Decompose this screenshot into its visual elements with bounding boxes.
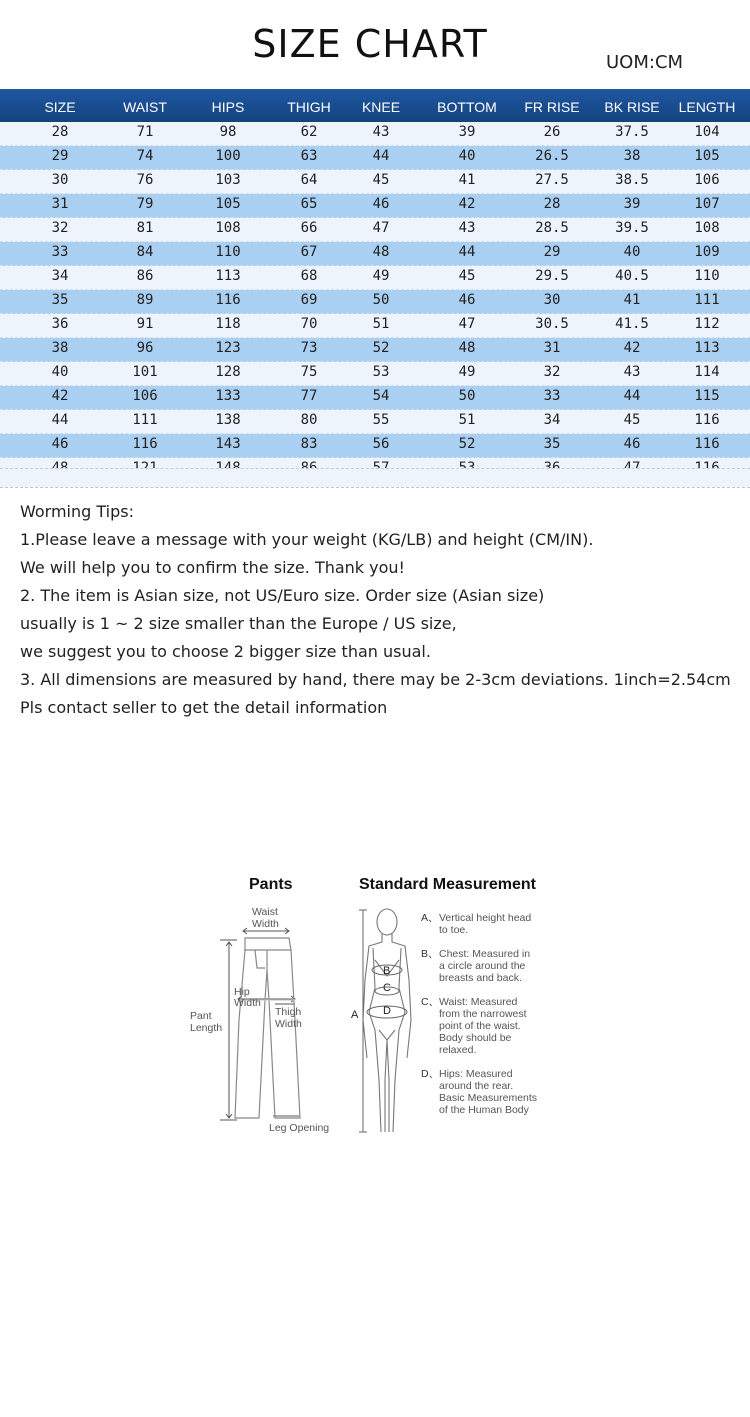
note-key: D、	[421, 1068, 440, 1080]
note-line: Hips: Measured	[439, 1068, 513, 1080]
table-cell: 48	[372, 244, 390, 260]
table-cell: 38	[623, 148, 641, 164]
table-cell: 109	[694, 244, 720, 260]
table-cell: 79	[136, 196, 154, 212]
note-line: breasts and back.	[439, 972, 522, 984]
note-key: B、	[421, 948, 439, 960]
note-line: Vertical height head	[439, 912, 532, 924]
table-cell: 89	[136, 292, 154, 308]
note-line: Basic Measurements	[439, 1092, 538, 1104]
table-cell: 73	[300, 340, 318, 356]
tip-line: We will help you to confirm the size. Thank you!	[20, 558, 405, 577]
pants-title: Pants	[249, 876, 293, 893]
table-cell: 47	[372, 220, 390, 236]
column-header: HIPS	[211, 99, 245, 115]
table-cell: 46	[623, 436, 641, 452]
table-cell: 116	[215, 292, 241, 308]
table-cell: 66	[300, 220, 318, 236]
table-cell: 44	[51, 412, 69, 428]
table-cell: 52	[372, 340, 390, 356]
table-cell: 133	[215, 388, 241, 404]
table-cell: 81	[136, 220, 154, 236]
table-cell: 30	[51, 172, 69, 188]
table-cell: 91	[136, 316, 154, 332]
table-cell: 55	[372, 412, 390, 428]
tips-section	[20, 498, 740, 722]
table-cell: 42	[458, 196, 476, 212]
unit-of-measure: UOM:CM	[606, 52, 684, 73]
table-cell: 32	[543, 364, 561, 380]
table-row	[0, 170, 750, 194]
table-cell: 69	[300, 292, 318, 308]
table-row	[0, 362, 750, 386]
table-cell: 113	[215, 268, 241, 284]
table-cell: 138	[215, 412, 241, 428]
thigh-label: Thigh	[275, 1006, 302, 1018]
tip-line: 2. The item is Asian size, not US/Euro size. Order size (Asian size)	[20, 586, 545, 605]
table-cell: 35	[51, 292, 69, 308]
column-header: KNEE	[361, 99, 401, 115]
note-key: C、	[421, 996, 440, 1008]
table-cell: 45	[458, 268, 476, 284]
table-cell: 36	[51, 316, 69, 332]
measurement-note	[421, 1068, 538, 1116]
table-cell: 114	[694, 364, 720, 380]
table-cell: 41	[458, 172, 476, 188]
table-cell: 111	[132, 412, 158, 428]
table-cell: 31	[543, 340, 561, 356]
note-key: A、	[421, 912, 439, 924]
table-cell: 143	[215, 436, 241, 452]
table-cell: 40.5	[615, 268, 649, 284]
table-cell: 45	[372, 172, 390, 188]
table-cell: 106	[694, 172, 720, 188]
thigh-label-2: Width	[275, 1018, 302, 1030]
table-cell: 38.5	[615, 172, 649, 188]
table-cell: 107	[694, 196, 720, 212]
note-line: of the Human Body	[439, 1104, 529, 1116]
table-cell: 62	[300, 124, 318, 140]
table-cell: 29	[543, 244, 561, 260]
table-cell: 111	[694, 292, 720, 308]
body-letter-c: C	[383, 982, 391, 994]
table-cell: 80	[300, 412, 318, 428]
column-header: BOTTOM	[437, 99, 497, 115]
table-cell: 63	[300, 148, 318, 164]
table-cell: 98	[219, 124, 237, 140]
divider	[0, 487, 750, 488]
pant-length-label-2: Length	[190, 1022, 223, 1034]
table-cell: 33	[51, 244, 69, 260]
note-line: from the narrowest	[439, 1008, 527, 1020]
table-cell: 44	[458, 244, 476, 260]
table-row	[0, 338, 750, 362]
table-cell: 104	[694, 124, 720, 140]
table-cell: 46	[458, 292, 476, 308]
table-row	[0, 410, 750, 434]
table-cell: 112	[694, 316, 720, 332]
table-cell: 115	[694, 388, 720, 404]
note-line: to toe.	[439, 924, 469, 936]
measurement-note	[421, 948, 531, 984]
table-cell: 43	[458, 220, 476, 236]
table-cell: 32	[51, 220, 69, 236]
table-cell: 39.5	[615, 220, 649, 236]
table-cell: 38	[51, 340, 69, 356]
table-cell: 43	[623, 364, 641, 380]
table-cell: 67	[300, 244, 318, 260]
leg-opening-label: Leg Opening	[269, 1122, 330, 1134]
table-cell: 49	[458, 364, 476, 380]
table-cell: 29	[51, 148, 69, 164]
pant-length-label: Pant	[190, 1010, 212, 1022]
measurement-diagram	[185, 870, 565, 1150]
table-cell: 46	[372, 196, 390, 212]
table-cell: 30	[543, 292, 561, 308]
table-cell: 29.5	[535, 268, 569, 284]
table-cell: 108	[215, 220, 241, 236]
column-header: FR RISE	[524, 99, 580, 115]
page-title: SIZE CHART	[252, 22, 488, 66]
table-cell: 28	[543, 196, 561, 212]
measurement-note	[421, 912, 532, 936]
body-letter-d: D	[383, 1005, 391, 1017]
table-cell: 43	[372, 124, 390, 140]
table-row	[0, 194, 750, 218]
table-cell: 33	[543, 388, 561, 404]
table-cell: 40	[51, 364, 69, 380]
hip-label: Hip	[234, 986, 250, 998]
table-cell: 40	[458, 148, 476, 164]
table-cell: 34	[51, 268, 69, 284]
waist-label-2: Width	[252, 918, 279, 930]
table-cell: 56	[372, 436, 390, 452]
table-cell: 116	[132, 436, 158, 452]
table-cell: 31	[51, 196, 69, 212]
table-cell: 53	[372, 364, 390, 380]
table-header	[0, 89, 750, 122]
table-cell: 103	[215, 172, 241, 188]
table-cell: 110	[694, 268, 720, 284]
table-cell: 42	[51, 388, 69, 404]
table-cell: 51	[372, 316, 390, 332]
tip-line: usually is 1 ~ 2 size smaller than the Europe / US size,	[20, 614, 457, 633]
table-cell: 108	[694, 220, 720, 236]
table-cell: 27.5	[535, 172, 569, 188]
table-cell: 42	[623, 340, 641, 356]
column-header: SIZE	[44, 99, 76, 115]
table-cell: 84	[136, 244, 154, 260]
table-cell: 49	[372, 268, 390, 284]
table-cell: 30.5	[535, 316, 569, 332]
table-cell: 83	[300, 436, 318, 452]
table-row	[0, 266, 750, 290]
table-cell: 28	[51, 124, 69, 140]
table-cell: 54	[372, 388, 390, 404]
table-cell: 34	[543, 412, 561, 428]
note-line: a circle around the	[439, 960, 526, 972]
table-row	[0, 386, 750, 410]
table-cell: 35	[543, 436, 561, 452]
table-cell: 44	[372, 148, 390, 164]
size-table	[0, 122, 750, 482]
table-cell: 75	[300, 364, 318, 380]
table-cell: 105	[215, 196, 241, 212]
table-cell: 128	[215, 364, 241, 380]
table-cell: 65	[300, 196, 318, 212]
tip-line: 1.Please leave a message with your weight (KG/LB) and height (CM/IN).	[20, 530, 594, 549]
table-cell: 116	[694, 436, 720, 452]
hip-label-2: Width	[234, 997, 261, 1009]
table-cell: 123	[215, 340, 241, 356]
table-row	[0, 314, 750, 338]
table-cell: 116	[694, 412, 720, 428]
table-cell: 101	[132, 364, 158, 380]
table-cell: 50	[458, 388, 476, 404]
column-header: BK RISE	[604, 99, 660, 115]
table-cell: 86	[136, 268, 154, 284]
table-cell: 39	[623, 196, 641, 212]
table-row	[0, 218, 750, 242]
measurement-note	[421, 996, 527, 1056]
table-cell: 96	[136, 340, 154, 356]
table-row	[0, 146, 750, 170]
table-cell: 48	[458, 340, 476, 356]
table-cell: 68	[300, 268, 318, 284]
table-cell: 70	[300, 316, 318, 332]
table-cell: 64	[300, 172, 318, 188]
tip-line: we suggest you to choose 2 bigger size than usual.	[20, 642, 431, 661]
table-footer-strip	[0, 468, 750, 487]
note-line: Waist: Measured	[439, 996, 518, 1008]
table-cell: 39	[458, 124, 476, 140]
table-cell: 40	[623, 244, 641, 260]
column-header: LENGTH	[678, 99, 736, 115]
table-cell: 74	[136, 148, 154, 164]
table-cell: 110	[215, 244, 241, 260]
table-row	[0, 242, 750, 266]
standard-measurement-title: Standard Measurement	[359, 876, 536, 893]
table-row	[0, 122, 750, 146]
note-line: point of the waist.	[439, 1020, 521, 1032]
table-cell: 26.5	[535, 148, 569, 164]
table-cell: 100	[215, 148, 241, 164]
note-line: Chest: Measured in	[439, 948, 531, 960]
table-cell: 50	[372, 292, 390, 308]
table-cell: 28.5	[535, 220, 569, 236]
waist-label: Waist	[252, 906, 278, 918]
column-header: WAIST	[123, 99, 167, 115]
tip-line: 3. All dimensions are measured by hand, there may be 2-3cm deviations. 1inch=2.54cm	[20, 670, 731, 689]
table-cell: 47	[458, 316, 476, 332]
table-row	[0, 290, 750, 314]
note-line: Body should be	[439, 1032, 512, 1044]
table-cell: 46	[51, 436, 69, 452]
table-cell: 26	[543, 124, 561, 140]
table-cell: 106	[132, 388, 158, 404]
table-row	[0, 434, 750, 458]
tips-heading: Worming Tips:	[20, 502, 134, 521]
table-cell: 113	[694, 340, 720, 356]
table-cell: 45	[623, 412, 641, 428]
table-cell: 41.5	[615, 316, 649, 332]
table-cell: 76	[136, 172, 154, 188]
table-cell: 51	[458, 412, 476, 428]
table-cell: 118	[215, 316, 241, 332]
table-cell: 41	[623, 292, 641, 308]
table-cell: 52	[458, 436, 476, 452]
table-cell: 44	[623, 388, 641, 404]
body-letter-a: A	[351, 1009, 359, 1021]
note-line: relaxed.	[439, 1044, 477, 1056]
body-letter-b: B	[383, 965, 391, 977]
table-cell: 77	[300, 388, 318, 404]
table-cell: 105	[694, 148, 720, 164]
tip-line: Pls contact seller to get the detail information	[20, 698, 388, 717]
note-line: around the rear.	[439, 1080, 514, 1092]
table-cell: 71	[136, 124, 154, 140]
column-header: THIGH	[287, 99, 331, 115]
table-cell: 37.5	[615, 124, 649, 140]
